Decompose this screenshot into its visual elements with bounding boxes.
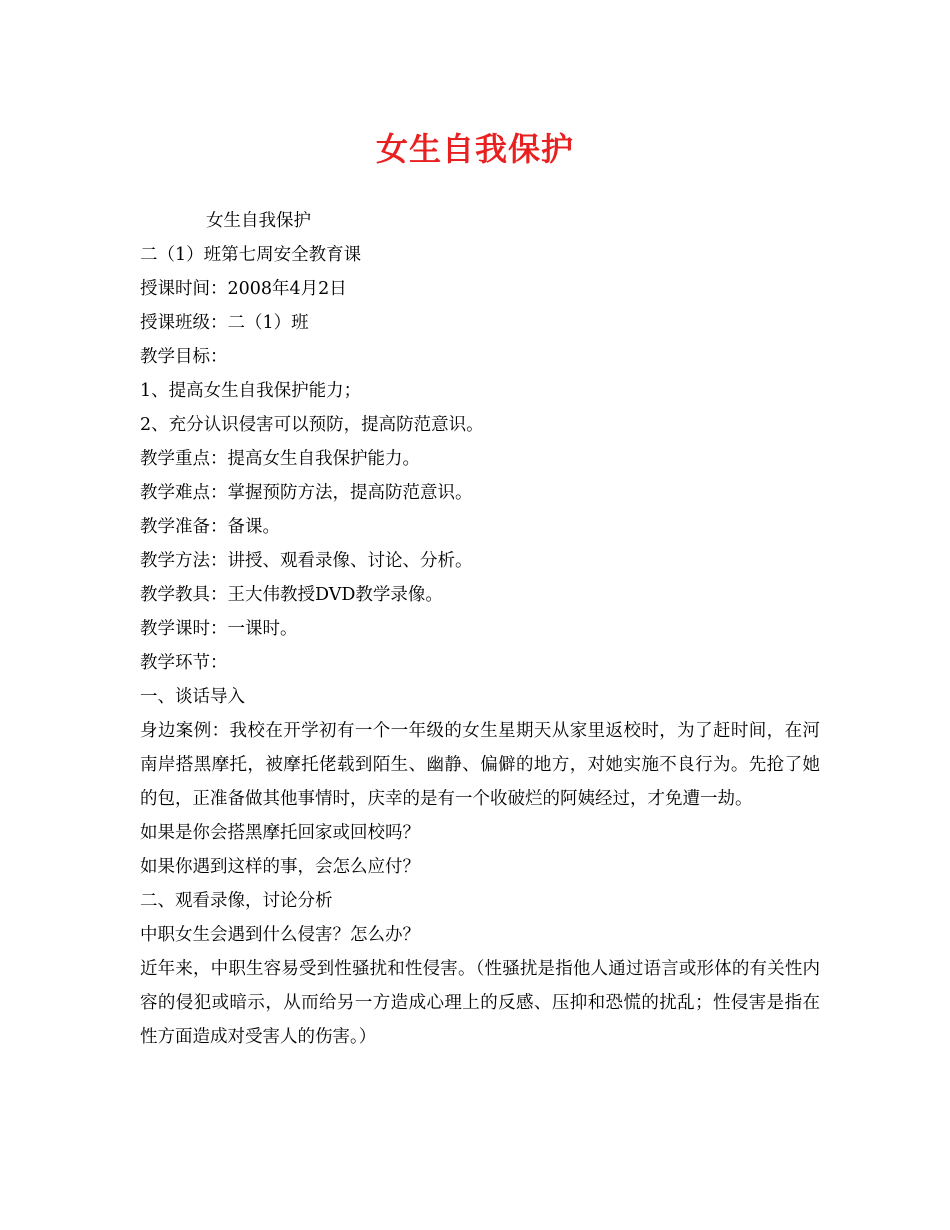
explanation-paragraph: 近年来，中职生容易受到性骚扰和性侵害。（性骚扰是指他人通过语言或形体的有关性内容的侵犯或暗示，从而给另一方造成心理上的反感、压抑和恐慌的扰乱；性侵害是指在性方面造成对受害人的伤害。） bbox=[140, 959, 820, 1047]
preparation: 教学准备：备课。 bbox=[140, 517, 280, 537]
teaching-aids: 教学教具：王大伟教授DVD教学录像。 bbox=[140, 585, 443, 605]
goal-item: 1、提高女生自我保护能力； bbox=[140, 381, 362, 401]
section-heading: 一、谈话导入 bbox=[140, 687, 245, 707]
goals-heading: 教学目标： bbox=[140, 347, 228, 367]
steps-heading: 教学环节： bbox=[140, 653, 228, 673]
teaching-method: 教学方法：讲授、观看录像、讨论、分析。 bbox=[140, 551, 473, 571]
lesson-time: 授课时间：2008年4月2日 bbox=[140, 279, 347, 299]
lesson-subtitle: 女生自我保护 bbox=[206, 211, 311, 231]
class-line: 二（1）班第七周安全教育课 bbox=[140, 245, 362, 265]
goal-item: 2、充分认识侵害可以预防，提高防范意识。 bbox=[140, 415, 484, 435]
lesson-class: 授课班级：二（1）班 bbox=[140, 313, 309, 333]
document-body bbox=[140, 204, 820, 1054]
case-paragraph: 身边案例：我校在开学初有一个一年级的女生星期天从家里返校时，为了赶时间，在河南岸搭黑摩托，被摩托佬载到陌生、幽静、偏僻的地方，对她实施不良行为。先抢了她的包，正准备做其他事情时，庆幸的是有一个收破烂的阿姨经过，才免遭一劫。 bbox=[140, 721, 820, 809]
key-point: 教学重点：提高女生自我保护能力。 bbox=[140, 449, 420, 469]
question-line: 如果你遇到这样的事，会怎么应付？ bbox=[140, 857, 420, 877]
question-line: 如果是你会搭黑摩托回家或回校吗？ bbox=[140, 823, 420, 843]
document-title: 女生自我保护 bbox=[375, 130, 574, 168]
lesson-hours: 教学课时：一课时。 bbox=[140, 619, 298, 639]
section-heading: 二、观看录像，讨论分析 bbox=[140, 891, 333, 911]
difficult-point: 教学难点：掌握预防方法，提高防范意识。 bbox=[140, 483, 473, 503]
question-line: 中职女生会遇到什么侵害？怎么办？ bbox=[140, 925, 420, 945]
